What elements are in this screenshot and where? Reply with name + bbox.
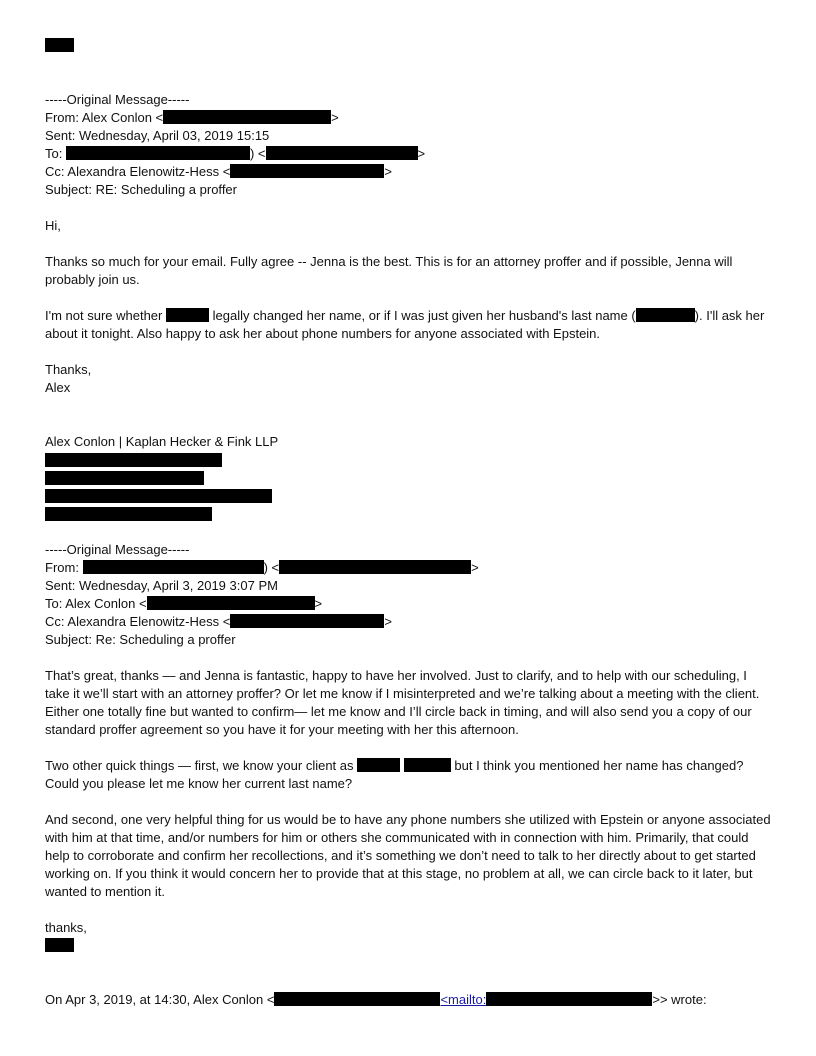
redaction-client-first-name <box>357 758 400 772</box>
cc-line: Cc: Alexandra Elenowitz-Hess < > <box>45 164 392 179</box>
sent-line: Sent: Wednesday, April 03, 2019 15:15 <box>45 128 270 143</box>
redaction-signature-detail <box>45 489 272 503</box>
redaction-last-name <box>636 308 695 322</box>
redaction-email <box>279 560 471 574</box>
subject-line: Subject: RE: Scheduling a proffer <box>45 182 237 197</box>
body-paragraph: Thanks so much for your email. Fully agree -- Jenna is the best. This is for an attorney proffer and if possible, Jenna will probably join us. <box>45 254 733 287</box>
body-paragraph: That’s great, thanks — and Jenna is fantastic, happy to have her involved. Just to clarify, and to help with our scheduling, I take it we’ll start with an attorney proffer? Or let me know if I misinterpreted and we’re talking about a meeting with the client. Either one totally fine but wanted to confirm— let me know and I’ll circle back in timing, and will also send you a copy of our standard proffer agreement so you have it for your meeting with her this afternoon. <box>45 668 760 737</box>
quoted-reply-line: On Apr 3, 2019, at 14:30, Alex Conlon < <mailto: >> wrote: <box>45 992 707 1007</box>
redaction-signature-detail <box>45 453 222 467</box>
from-line: From: ) < > <box>45 560 479 575</box>
body-paragraph: Two other quick things — first, we know your client as but I think you mentioned her name has changed? Could you please let me know her current last name? <box>45 758 744 791</box>
redaction-email <box>274 992 440 1006</box>
body-paragraph: I'm not sure whether legally changed her name, or if I was just given her husband's last name ( ). I'll ask her about it tonight. Also happy to ask her about phone numbers for anyone associated with Epstein. <box>45 308 765 341</box>
signature-line: Alex Conlon | Kaplan Hecker & Fink LLP <box>45 434 279 449</box>
redaction-sender-name <box>83 560 264 574</box>
redaction-signature-detail <box>45 471 204 485</box>
closing: Thanks, <box>45 362 92 377</box>
redaction-email <box>147 596 315 610</box>
body-paragraph: And second, one very helpful thing for us would be to have any phone numbers she utilized with Epstein or anyone associated with him at that time, and/or numbers for him or others she communicated with in connection with him. Primarily, that could help to corroborate and confirm her recollections, and it’s something we don’t need to talk to her directly about to get started working on. If you think it would concern her to provide that at this stage, no problem at all, we can circle back to it later, but wanted to mention it. <box>45 812 771 899</box>
mailto-link[interactable]: <mailto: <box>440 992 652 1007</box>
redaction-email <box>230 614 384 628</box>
redaction-email <box>230 164 384 178</box>
redaction-sender-name <box>45 938 74 952</box>
to-line: To: Alex Conlon < > <box>45 596 323 611</box>
closing: thanks, <box>45 920 87 935</box>
sent-line: Sent: Wednesday, April 3, 2019 3:07 PM <box>45 578 278 593</box>
sender-first-name: Alex <box>45 380 71 395</box>
to-line: To: ) < > <box>45 146 426 161</box>
redaction-recipient-name <box>66 146 250 160</box>
original-message-header: -----Original Message----- <box>45 92 190 107</box>
subject-line: Subject: Re: Scheduling a proffer <box>45 632 236 647</box>
redaction-client-last-name <box>404 758 451 772</box>
redaction-email <box>486 992 652 1006</box>
redaction-sender-name <box>45 38 74 52</box>
redaction-signature-detail <box>45 507 212 521</box>
cc-line: Cc: Alexandra Elenowitz-Hess < > <box>45 614 392 629</box>
redaction-email <box>266 146 418 160</box>
from-line: From: Alex Conlon < > <box>45 110 339 125</box>
greeting: Hi, <box>45 218 61 233</box>
original-message-header: -----Original Message----- <box>45 542 190 557</box>
redaction-client-name <box>166 308 209 322</box>
redaction-email <box>163 110 331 124</box>
